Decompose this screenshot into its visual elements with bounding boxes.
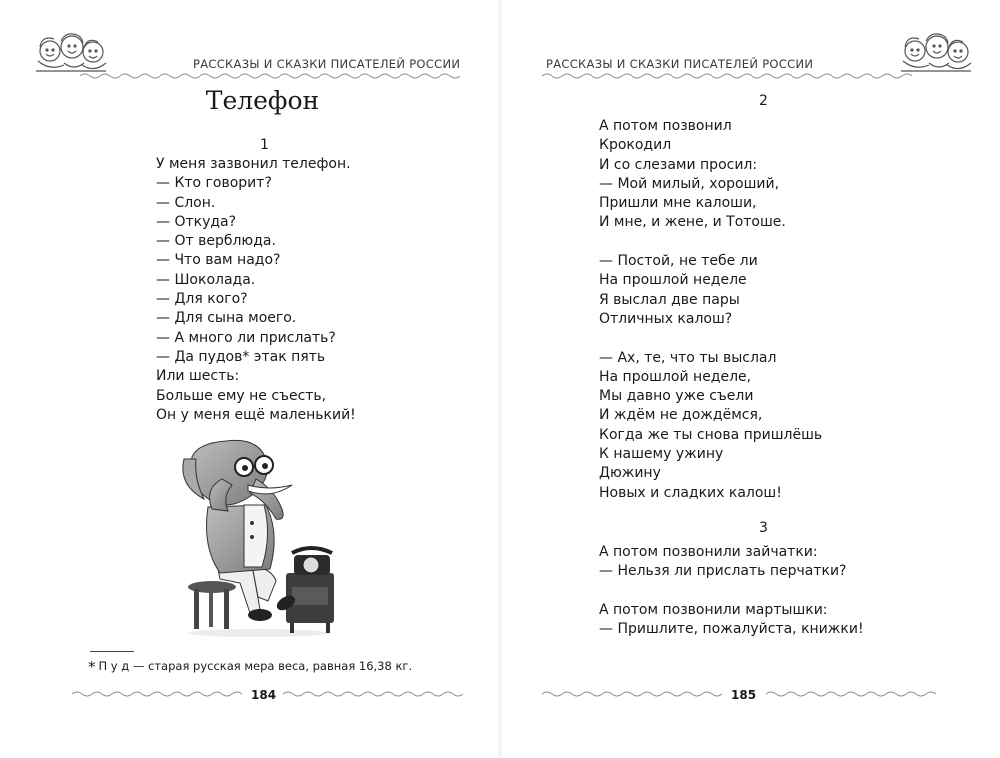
verse-line: И мне, и жене, и Тотоше.	[599, 214, 786, 231]
right-page	[500, 0, 1000, 758]
verse-line: — Откуда?	[156, 213, 237, 230]
verse-line: На прошлой неделе,	[599, 368, 752, 385]
footnote	[88, 658, 412, 676]
verse-line: — Ах, те, что ты выслал	[599, 349, 777, 366]
verse-line: Пришли мне калоши,	[599, 195, 757, 212]
verse-line: — Что вам надо?	[156, 252, 281, 269]
verse-line: И ждём не дождёмся,	[599, 407, 763, 424]
stanza-gap	[599, 233, 822, 252]
verse-line: У меня зазвонил телефон.	[156, 156, 351, 172]
footnote-rule	[90, 651, 134, 652]
footer-wave-left	[72, 690, 242, 698]
running-header: РАССКАЗЫ И СКАЗКИ ПИСАТЕЛЕЙ РОССИИ	[193, 57, 461, 71]
verse-line: На прошлой неделе	[599, 272, 747, 289]
stanza-gap	[599, 329, 822, 348]
footnote-term: П у д	[98, 659, 130, 673]
footnote-text: — старая русская мера веса, равная 16,38 кг.	[129, 659, 413, 673]
verse-line: — Кто говорит?	[156, 175, 272, 192]
verse-line: Крокодил	[599, 137, 672, 154]
verse-line: — Постой, не тебе ли	[599, 253, 758, 270]
verse-line: Или шесть:	[156, 368, 240, 385]
verse-section-3	[599, 543, 864, 639]
verse-line: Мы давно уже съели	[599, 388, 754, 405]
verse-line: Я выслал две пары	[599, 291, 740, 308]
verse-line: Отличных калош?	[599, 310, 733, 327]
running-header: РАССКАЗЫ И СКАЗКИ ПИСАТЕЛЕЙ РОССИИ	[546, 57, 814, 71]
verse-line: А потом позвонили мартышки:	[599, 601, 828, 618]
elephant-telephone-illustration-icon	[178, 437, 338, 637]
verse-line: — Нельзя ли прислать перчатки?	[599, 563, 847, 580]
verse-line: — Для кого?	[156, 291, 248, 308]
verse-section-1	[156, 155, 356, 425]
children-faces-logo-icon	[895, 27, 975, 77]
verse-line: Больше ему не съесть,	[156, 387, 327, 404]
verse-line: — Мой милый, хороший,	[599, 175, 780, 192]
footer-wave-right	[766, 690, 936, 698]
section-number-1: 1	[260, 137, 269, 153]
verse-line: Он у меня ещё маленький!	[156, 406, 356, 423]
verse-line: — От верблюда.	[156, 233, 276, 250]
verse-line: Новых и сладких калош!	[599, 484, 782, 501]
stanza-gap	[599, 582, 864, 601]
verse-line: К нашему ужину	[599, 446, 724, 463]
verse-line: Дюжину	[599, 465, 661, 482]
page-number: 185	[731, 688, 757, 702]
verse-section-2	[599, 117, 822, 503]
verse-line: — А много ли прислать?	[156, 329, 336, 346]
section-number-2: 2	[759, 93, 768, 109]
header-wave-divider	[542, 72, 912, 80]
page-number: 184	[251, 688, 277, 702]
verse-line: — Да пудов* этак пять	[156, 348, 326, 365]
footer-wave-right	[283, 690, 463, 698]
section-number-3: 3	[759, 520, 768, 536]
verse-line: — Шоколада.	[156, 271, 256, 288]
verse-line: И со слезами просил:	[599, 156, 758, 173]
children-faces-logo-icon	[30, 27, 110, 77]
verse-line: — Пришлите, пожалуйста, книжки!	[599, 621, 864, 638]
verse-line: — Слон.	[156, 194, 216, 211]
verse-line: А потом позвонил	[599, 118, 732, 134]
poem-title: Телефон	[205, 86, 320, 115]
verse-line: — Для сына моего.	[156, 310, 297, 327]
verse-line: Когда же ты снова пришлёшь	[599, 426, 823, 443]
footnote-marker: *	[88, 658, 96, 676]
verse-line: А потом позвонили зайчатки:	[599, 544, 818, 560]
header-wave-divider	[80, 72, 460, 80]
footer-wave-left	[542, 690, 722, 698]
